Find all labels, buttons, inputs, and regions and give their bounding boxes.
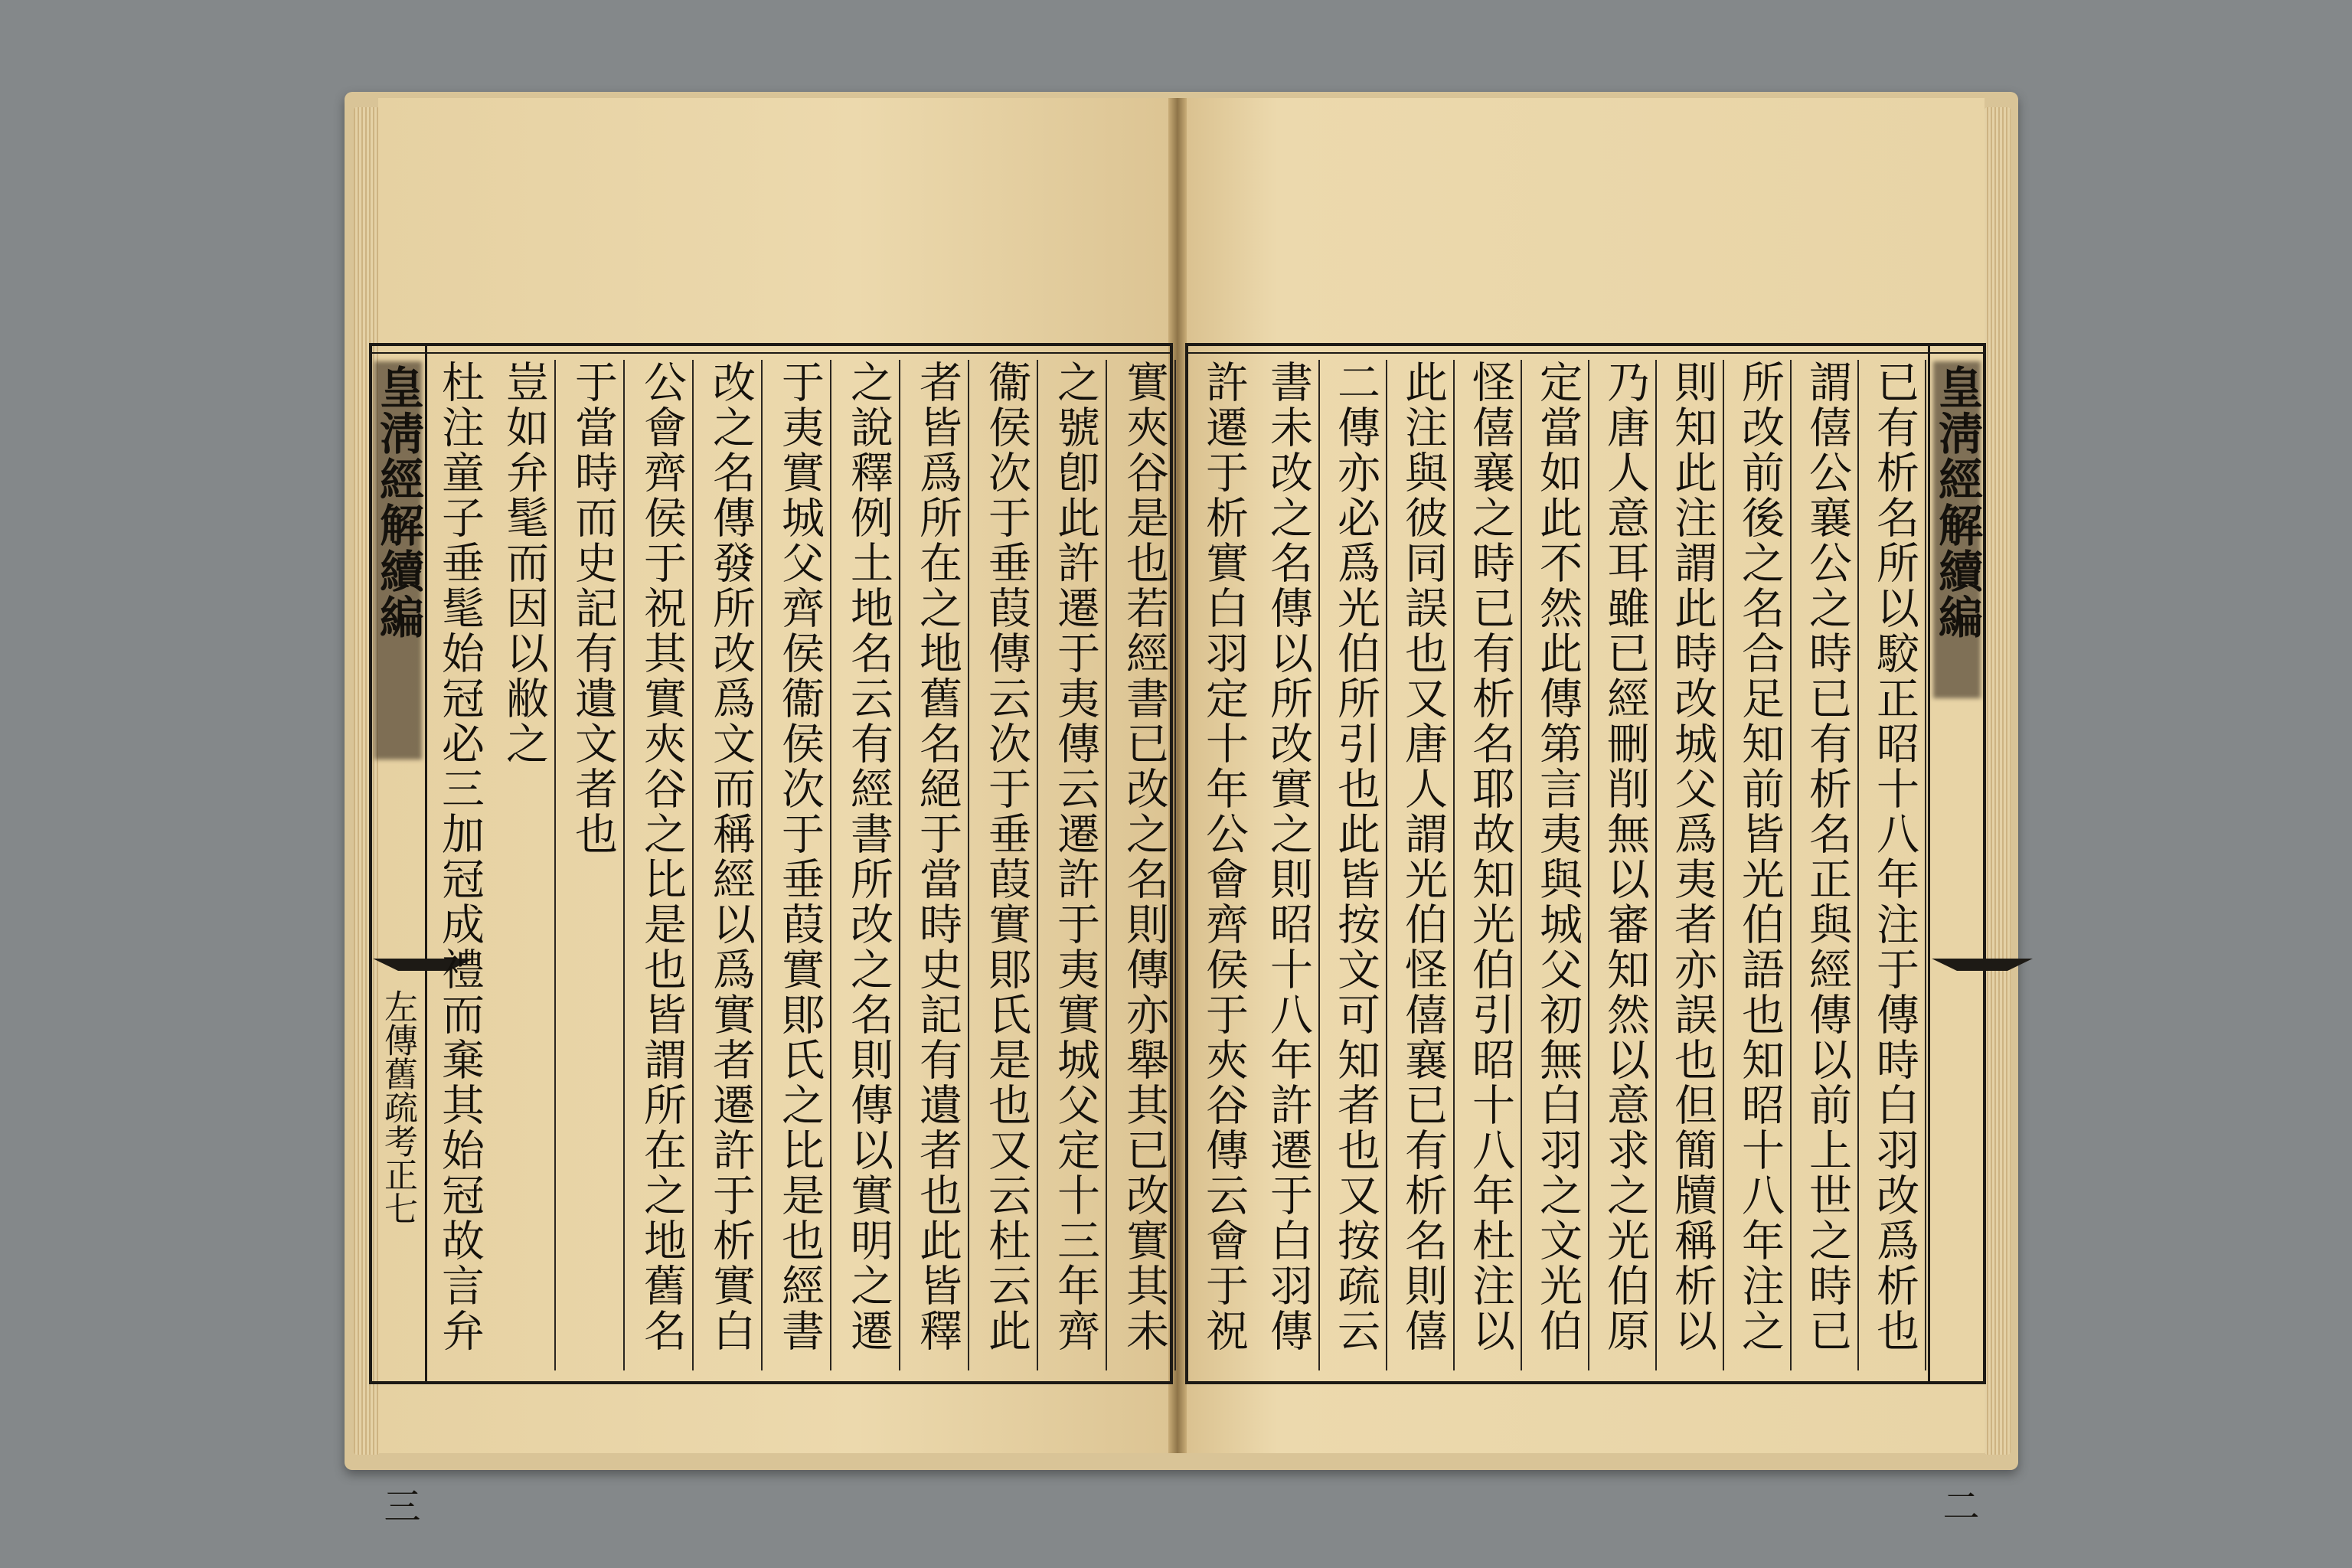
text-column: 衞侯次于垂葭傳云次于垂葭實郥氏是也又云杜云此: [977, 360, 1038, 1370]
text-column: 豈如弁髦而因以敝之: [495, 360, 556, 1370]
page-folio: 三: [377, 1487, 420, 1524]
banner-title: 皇淸經解續編: [1931, 364, 1983, 640]
text-column: 許遷于析實白羽定十年公會齊侯于夾谷傳云會于祝: [1199, 360, 1249, 1354]
text-column: 改之名傳發所改爲文而稱經以爲實者遷許于析實白: [701, 360, 763, 1370]
banner-title: 皇淸經解續編: [372, 364, 424, 640]
banner-section: 左傳舊疏考正七: [378, 989, 417, 1225]
text-column: 所改前後之名合足知前皆光伯語也知昭十八年注之: [1730, 360, 1792, 1370]
text-column: 謂僖公襄公之時已有析名正與經傳以前上世之時已: [1798, 360, 1859, 1370]
right-page-banner: [1928, 346, 1986, 1524]
right-page-edges: [1984, 107, 2011, 1455]
text-column: 已有析名所以駮正昭十八年注于傳時白羽改爲析也: [1865, 360, 1926, 1370]
text-column: 實夾谷是也若經書已改之名則傳亦舉其已改實其未: [1115, 360, 1176, 1370]
page-folio: 二: [1936, 1487, 1979, 1524]
text-column: 二傳亦必爲光伯所引也此皆按文可知者也又按疏云: [1326, 360, 1387, 1370]
text-column: 此注與彼同誤也又唐人謂光伯怪僖襄已有析名則僖: [1393, 360, 1455, 1370]
text-column: 于當時而史記有遺文者也: [564, 360, 625, 1370]
text-column: 怪僖襄之時已有析名耶故知光伯引昭十八年杜注以: [1461, 360, 1522, 1370]
fishtail-mark: [1932, 959, 2033, 971]
text-column: 之號卽此許遷于夷傳云遷許于夷實城父定十三年齊: [1046, 360, 1107, 1370]
text-column: 者皆爲所在之地舊名絕于當時史記有遺者也此皆釋: [908, 360, 969, 1370]
text-column: 杜注童子垂髦始冠必三加冠成禮而棄其始冠故言弁: [435, 360, 485, 1354]
left-page-banner: [369, 346, 427, 1524]
text-column: 之說釋例土地名云有經書所改之名則傳以實明之遷: [839, 360, 900, 1370]
text-column: 則知此注謂此時改城父爲夷者亦誤也但簡牘稱析以: [1663, 360, 1724, 1370]
text-column: 乃唐人意耳雖已經刪削無以審知然以意求之光伯原: [1596, 360, 1657, 1370]
text-column: 于夷實城父齊侯衞侯次于垂葭實郥氏之比是也經書: [770, 360, 831, 1370]
text-column: 書未改之名傳以所改實之則昭十八年許遷于白羽傳: [1259, 360, 1320, 1370]
text-column: 定當如此不然此傳第言夷與城父初無白羽之文光伯: [1528, 360, 1589, 1370]
text-column: 公會齊侯于祝其實夾谷之比是也皆謂所在之地舊名: [632, 360, 694, 1370]
